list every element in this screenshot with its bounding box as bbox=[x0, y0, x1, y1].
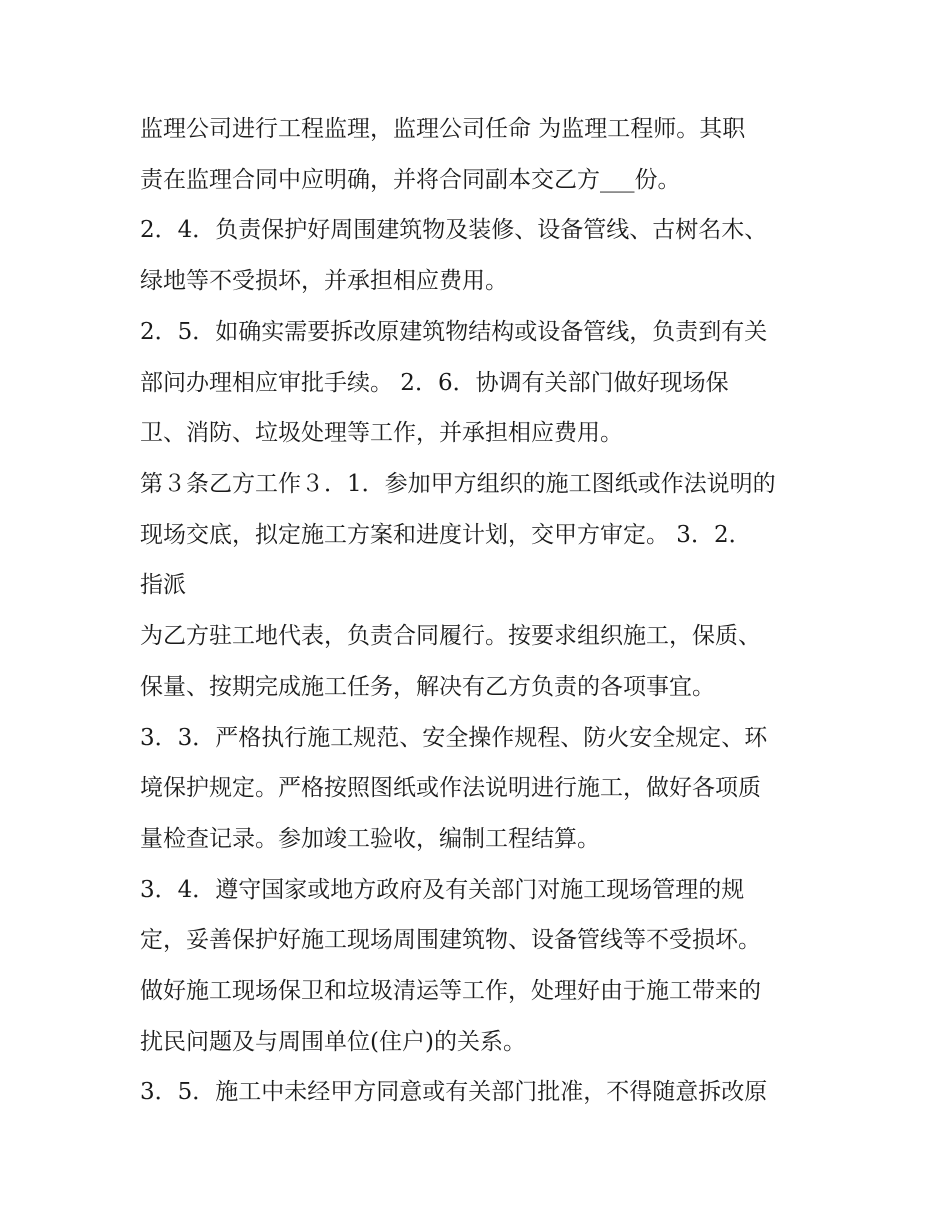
text-line: 3．5．施工中未经甲方同意或有关部门批准，不得随意拆改原 bbox=[140, 1079, 768, 1105]
text-line: 责在监理合同中应明确，并将合同副本交乙方___份。 bbox=[140, 167, 681, 193]
text-line: 3．4．遵守国家或地方政府及有关部门对施工现场管理的规 bbox=[140, 877, 745, 903]
text-line: 2．4．负责保护好周围建筑物及装修、设备管线、古树名木、 bbox=[140, 217, 768, 243]
text-line: 为乙方驻工地代表，负责合同履行。按要求组织施工，保质、 bbox=[140, 623, 761, 649]
text-line: 指派 bbox=[140, 572, 186, 598]
text-line: 部问办理相应审批手续。 2．6．协调有关部门做好现场保 bbox=[140, 370, 729, 396]
text-line: 保量、按期完成施工任务，解决有乙方负责的各项事宜。 bbox=[140, 674, 715, 700]
text-line: 3．3．严格执行施工规范、安全操作规程、防火安全规定、环 bbox=[140, 725, 768, 751]
text-line: 第３条乙方工作３．1．参加甲方组织的施工图纸或作法说明的 bbox=[140, 471, 776, 497]
text-line: 扰民问题及与周围单位(住户)的关系。 bbox=[140, 1029, 526, 1055]
text-line: 监理公司进行工程监理，监理公司任命 为监理工程师。其职 bbox=[140, 116, 746, 142]
text-line: 绿地等不受损坏，并承担相应费用。 bbox=[140, 268, 508, 294]
text-line: 2．5．如确实需要拆改原建筑物结构或设备管线，负责到有关 bbox=[140, 319, 768, 345]
text-line: 境保护规定。严格按照图纸或作法说明进行施工，做好各项质 bbox=[140, 775, 761, 801]
text-line: 卫、消防、垃圾处理等工作，并承担相应费用。 bbox=[140, 420, 623, 446]
text-line: 现场交底，拟定施工方案和进度计划，交甲方审定。 3．2． bbox=[140, 522, 752, 548]
text-line: 量检查记录。参加竣工验收，编制工程结算。 bbox=[140, 826, 600, 852]
text-line: 定，妥善保护好施工现场周围建筑物、设备管线等不受损坏。 bbox=[140, 927, 761, 953]
text-line: 做好施工现场保卫和垃圾清运等工作，处理好由于施工带来的 bbox=[140, 978, 761, 1004]
